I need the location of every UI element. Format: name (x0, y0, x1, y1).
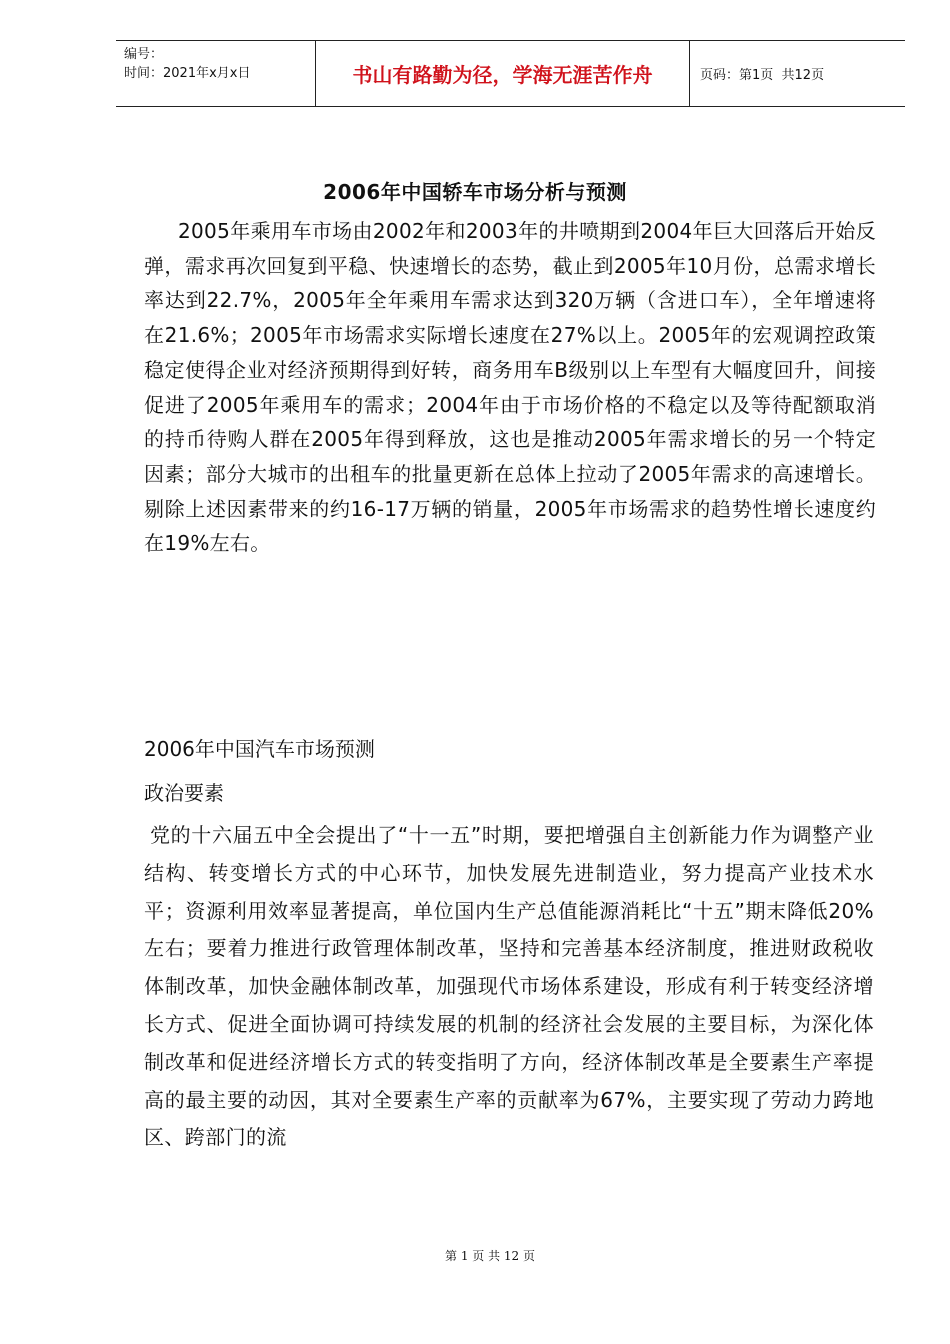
header-meta-cell (116, 41, 316, 106)
document-body (144, 214, 876, 561)
header-motto-cell (316, 41, 690, 106)
serial-label: 编号： (124, 47, 164, 62)
document-title: 2006年中国轿车市场分析与预测 (323, 180, 627, 204)
header-motto: 书山有路勤为径，学海无涯苦作舟 (352, 63, 653, 87)
section-heading-forecast: 2006年中国汽车市场预测 (144, 737, 375, 761)
section-heading-politics: 政治要素 (144, 781, 224, 805)
page-footer: 第 1 页 共 12 页 (445, 1249, 535, 1263)
paragraph-market-review: 2005年乘用车市场由2002年和2003年的井喷期到2004年巨大回落后开始反弹，需求再次回复到平稳、快速增长的态势，截止到2005年10月份，总需求增长率达到22.7%，2005年全年乘用车需求达到320万辆（含进口车），全年增速将在21.6%；2005年市场需求实际增长速度在27%以上。2005年的宏观调控政策稳定使得企业对经济预期得到好转，商务用车B级别以上车型有大幅度回升，间接促进了2005年乘用车的需求；2004年由于市场价格的不稳定以及等待配额取消的持币待购人群在2005年得到释放，这也是推动2005年需求增长的另一个特定因素；部分大城市的出租车的批量更新在总体上拉动了2005年需求的高速增长。剔除上述因素带来的约16-17万辆的销量，2005年市场需求的趋势性增长速度约在19%左右。 (144, 219, 876, 556)
page-header (116, 40, 905, 107)
paragraph-politics (144, 817, 874, 1157)
time-label: 时间：2021年x月x日 (124, 66, 251, 81)
header-page-cell (690, 41, 905, 106)
header-page-info: 页码：第1页 共12页 (700, 68, 825, 83)
paragraph-politics-text: 党的十六届五中全会提出了“十一五”时期，要把增强自主创新能力作为调整产业结构、转变增长方式的中心环节，加快发展先进制造业，努力提高产业技术水平；资源利用效率显著提高，单位国内生产总值能源消耗比“十五”期末降低20%左右；要着力推进行政管理体制改革，坚持和完善基本经济制度，推进财政税收体制改革，加快金融体制改革，加强现代市场体系建设，形成有利于转变经济增长方式、促进全面协调可持续发展的机制的经济社会发展的主要目标，为深化体制改革和促进经济增长方式的转变指明了方向，经济体制改革是全要素生产率提高的最主要的动因，其对全要素生产率的贡献率为67%，主要实现了劳动力跨地区、跨部门的流 (144, 823, 874, 1150)
